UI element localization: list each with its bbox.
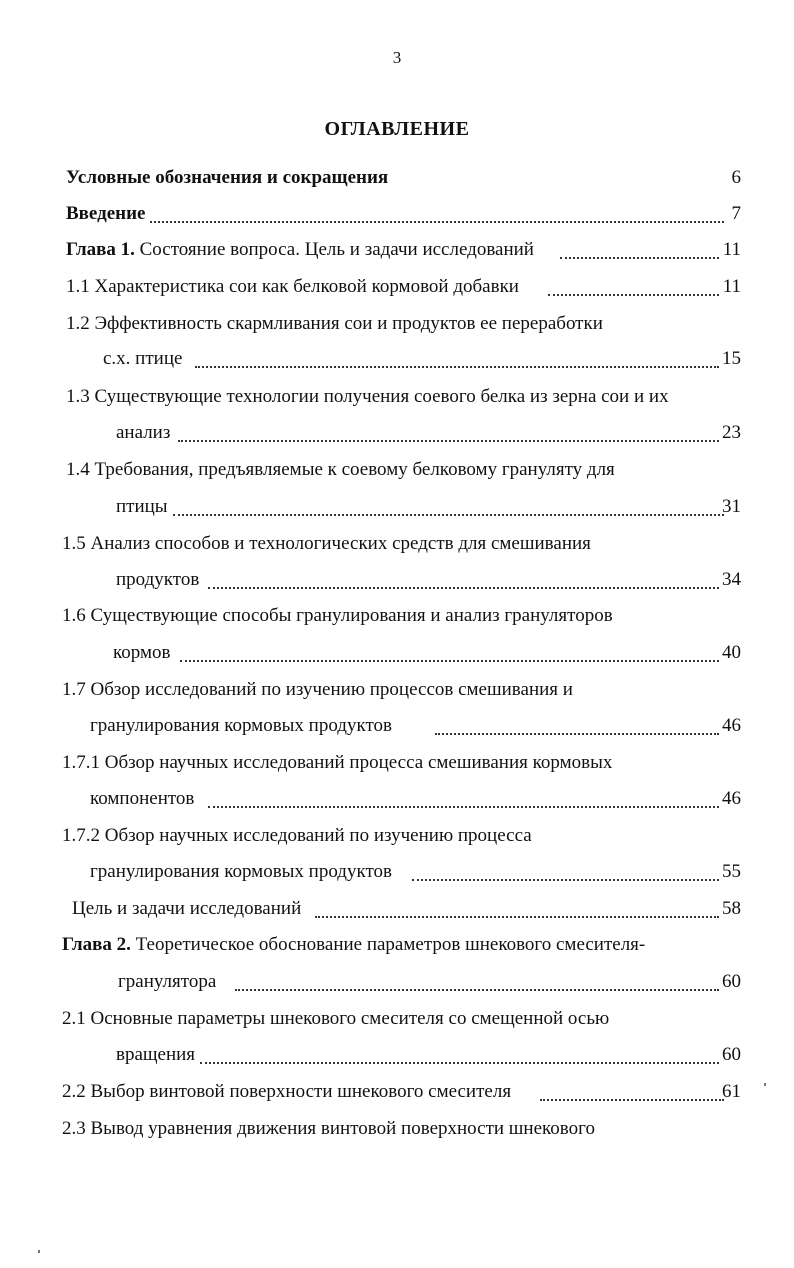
- toc-entry: [0, 203, 794, 229]
- toc-leader: [560, 239, 719, 259]
- toc-entry: [0, 1081, 794, 1107]
- toc-leader: [235, 971, 719, 991]
- toc-entry: [0, 459, 794, 485]
- scan-speck: [764, 1083, 766, 1086]
- toc-entry-text: гранулирования кормовых продуктов: [90, 715, 392, 736]
- toc-entry: [0, 386, 794, 412]
- toc-entry-page: 11: [722, 276, 741, 297]
- toc-leader: [412, 861, 719, 881]
- toc-entry-page: 34: [722, 569, 741, 590]
- toc-entry: [0, 642, 794, 668]
- toc-entry-text: 1.3 Существующие технологии получения соевого белка из зерна сои и их: [66, 386, 669, 407]
- toc-entry-text: 1.2 Эффективность скармливания сои и продуктов ее переработки: [66, 313, 603, 334]
- toc-entry-text: 1.5 Анализ способов и технологических средств для смешивания: [62, 533, 591, 554]
- toc-leader: [173, 496, 724, 516]
- toc-entry: [0, 1044, 794, 1070]
- toc-entry-text: Глава 2. Теоретическое обоснование параметров шнекового смесителя-: [62, 934, 646, 955]
- toc-entry-text: вращения: [116, 1044, 196, 1065]
- toc-entry: [0, 422, 794, 448]
- toc-entry-page: 23: [722, 422, 741, 443]
- toc-leader: [178, 422, 719, 442]
- toc-entry-page: 60: [722, 971, 741, 992]
- toc-entry-text: кормов: [113, 642, 171, 663]
- toc-entry-text: Введение: [66, 203, 146, 224]
- toc-entry-text: 2.3 Вывод уравнения движения винтовой поверхности шнекового: [62, 1118, 595, 1139]
- toc-leader: [315, 898, 719, 918]
- toc-leader: [150, 203, 724, 223]
- toc-entry-text: 1.7 Обзор исследований по изучению процессов смешивания и: [62, 679, 573, 700]
- toc-entry-text: гранулятора: [118, 971, 217, 992]
- toc-entry-page: 58: [722, 898, 741, 919]
- toc-entry: [0, 348, 794, 374]
- toc-entry-page: 55: [722, 861, 741, 882]
- toc-entry-text: Глава 1. Состояние вопроса. Цель и задачи исследований: [66, 239, 534, 260]
- toc-entry-text: продуктов: [116, 569, 200, 590]
- toc-leader: [208, 788, 719, 808]
- toc-entry-page: 6: [731, 167, 741, 188]
- toc-entry: [0, 1008, 794, 1034]
- toc-entry-page: 15: [722, 348, 741, 369]
- toc-entry-page: 40: [722, 642, 741, 663]
- toc-entry: [0, 788, 794, 814]
- toc-entry: [0, 167, 794, 193]
- toc-entry: [0, 239, 794, 265]
- toc-entry: [0, 496, 794, 522]
- toc-leader: [208, 569, 719, 589]
- toc-leader: [548, 276, 719, 296]
- toc-entry-page: 31: [722, 496, 741, 517]
- toc-entry: [0, 276, 794, 302]
- toc-entry: [0, 1118, 794, 1144]
- toc-entry: [0, 679, 794, 705]
- toc-entry-text: 2.2 Выбор винтовой поверхности шнекового смесителя: [62, 1081, 512, 1102]
- toc-leader: [435, 715, 719, 735]
- toc-entry: [0, 861, 794, 887]
- toc-entry-text: анализ: [116, 422, 171, 443]
- page-number: 3: [392, 48, 402, 67]
- toc-entry-text: Условные обозначения и сокращения: [66, 167, 389, 188]
- toc-entry-page: 7: [731, 203, 741, 224]
- toc-entry: [0, 971, 794, 997]
- toc-entry-text: 1.6 Существующие способы гранулирования и анализ грануляторов: [62, 605, 613, 626]
- toc-leader: [195, 348, 719, 368]
- toc-entry: [0, 533, 794, 559]
- toc-entry-page: 60: [722, 1044, 741, 1065]
- toc-leader: [180, 642, 719, 662]
- toc-entry: [0, 569, 794, 595]
- toc-entry: [0, 898, 794, 924]
- toc-entry-page: 11: [722, 239, 741, 260]
- toc-entry-page: 61: [722, 1081, 741, 1102]
- toc-entry-text: 2.1 Основные параметры шнекового смесителя со смещенной осью: [62, 1008, 610, 1029]
- toc-entry-text: птицы: [116, 496, 168, 517]
- toc-entry: [0, 313, 794, 339]
- toc-entry-page: 46: [722, 715, 741, 736]
- toc-leader: [540, 1081, 724, 1101]
- toc-entry-text: гранулирования кормовых продуктов: [90, 861, 392, 882]
- toc-entry-page: 46: [722, 788, 741, 809]
- toc-entry: [0, 934, 794, 960]
- toc-entry-text: с.х. птице: [103, 348, 183, 369]
- toc-entry-text: 1.7.1 Обзор научных исследований процесса смешивания кормовых: [62, 752, 613, 773]
- page-title: ОГЛАВЛЕНИЕ: [324, 118, 470, 140]
- toc-entry-text: 1.4 Требования, предъявляемые к соевому белковому грануляту для: [66, 459, 615, 480]
- scan-speck: [38, 1250, 40, 1253]
- toc-entry-text: 1.7.2 Обзор научных исследований по изучению процесса: [62, 825, 532, 846]
- toc-entry: [0, 715, 794, 741]
- toc-entry-text: Цель и задачи исследований: [72, 898, 302, 919]
- toc-entry-text: 1.1 Характеристика сои как белковой кормовой добавки: [66, 276, 519, 297]
- toc-entry: [0, 605, 794, 631]
- toc-entry: [0, 825, 794, 851]
- toc-entry: [0, 752, 794, 778]
- toc-leader: [200, 1044, 719, 1064]
- toc-entry-text: компонентов: [90, 788, 195, 809]
